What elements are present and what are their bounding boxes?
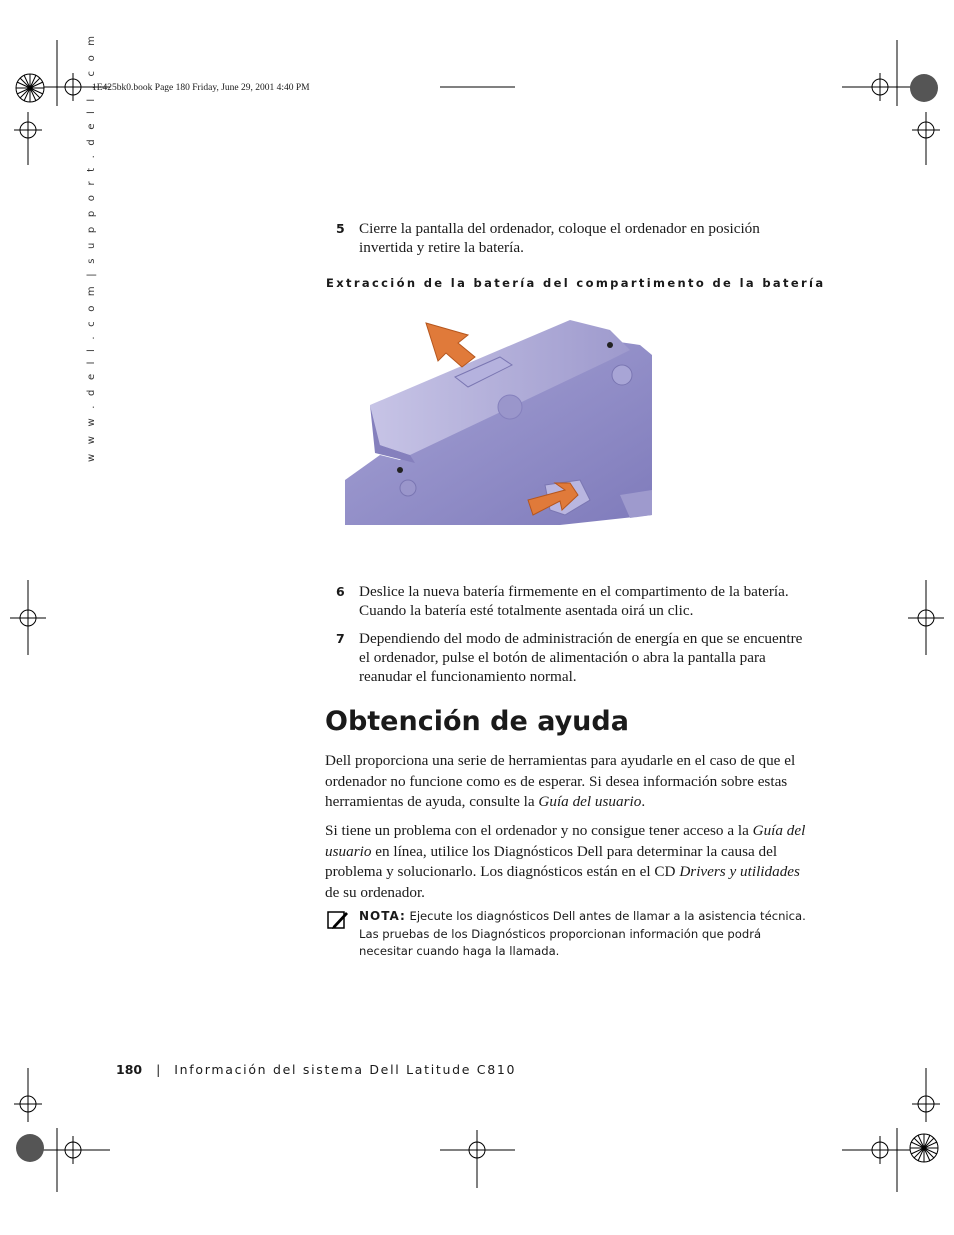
note-box: [327, 908, 817, 961]
step-text: Deslice la nueva batería firmemente en el compartimento de la batería. Cuando la batería esté totalmente asentada oirá un clic.: [359, 583, 789, 619]
arrow-up-icon: [426, 323, 475, 367]
pencil-note-icon: [327, 909, 349, 931]
section-title: Obtención de ayuda: [325, 706, 629, 737]
step-6: [336, 582, 806, 620]
paragraph-intro: Dell proporciona una serie de herramientas para ayudarle en el caso de que el ordenador no funcione como es de esperar. Si desea información sobre estas herramientas de ayuda, consulte la Guía del usuario.: [325, 752, 796, 810]
page-number: 180: [116, 1062, 143, 1077]
page-footer: [116, 1062, 516, 1077]
step-text: Cierre la pantalla del ordenador, coloque el ordenador en posición invertida y retire la batería.: [359, 220, 760, 256]
print-header: 1E425bk0.book Page 180 Friday, June 29, 2001 4:40 PM: [92, 83, 310, 93]
step-number: 6: [336, 584, 345, 599]
step-number: 7: [336, 631, 345, 646]
note-text: Ejecute los diagnósticos Dell antes de llamar a la asistencia técnica. Las pruebas de los Diagnósticos proporcionan información que podrá necesitar cuando haga la llamada.: [359, 909, 806, 958]
figure-caption: Extracción de la batería del compartimento de la batería: [326, 276, 826, 290]
footer-text: Información del sistema Dell Latitude C810: [174, 1062, 517, 1077]
battery-removal-figure: [340, 305, 660, 530]
guide-reference: Guía del usuario: [538, 793, 642, 810]
step-7: [336, 629, 806, 686]
step-text: Dependiendo del modo de administración de energía en que se encuentre el ordenador, pulse el botón de alimentación o abra la pantalla para reanudar el funcionamiento normal.: [359, 630, 803, 685]
footer-separator: |: [156, 1062, 161, 1077]
cd-reference: Drivers y utilidades: [679, 863, 800, 880]
paragraph-diagnostics: Si tiene un problema con el ordenador y no consigue tener acceso a la Guía del usuario en línea, utilice los Diagnósticos Dell para determinar la causa del problema y solucionarlo. Los diagnósticos están en el CD Drivers y utilidades de su ordenador.: [325, 822, 806, 901]
guide-reference: Guía del usuario: [325, 822, 806, 860]
note-label: NOTA:: [359, 909, 406, 923]
step-number: 5: [336, 221, 345, 236]
step-5: [336, 219, 806, 257]
side-url: w w w . d e l l . c o m | s u p p o r t . d e l l . c o m: [86, 32, 97, 462]
